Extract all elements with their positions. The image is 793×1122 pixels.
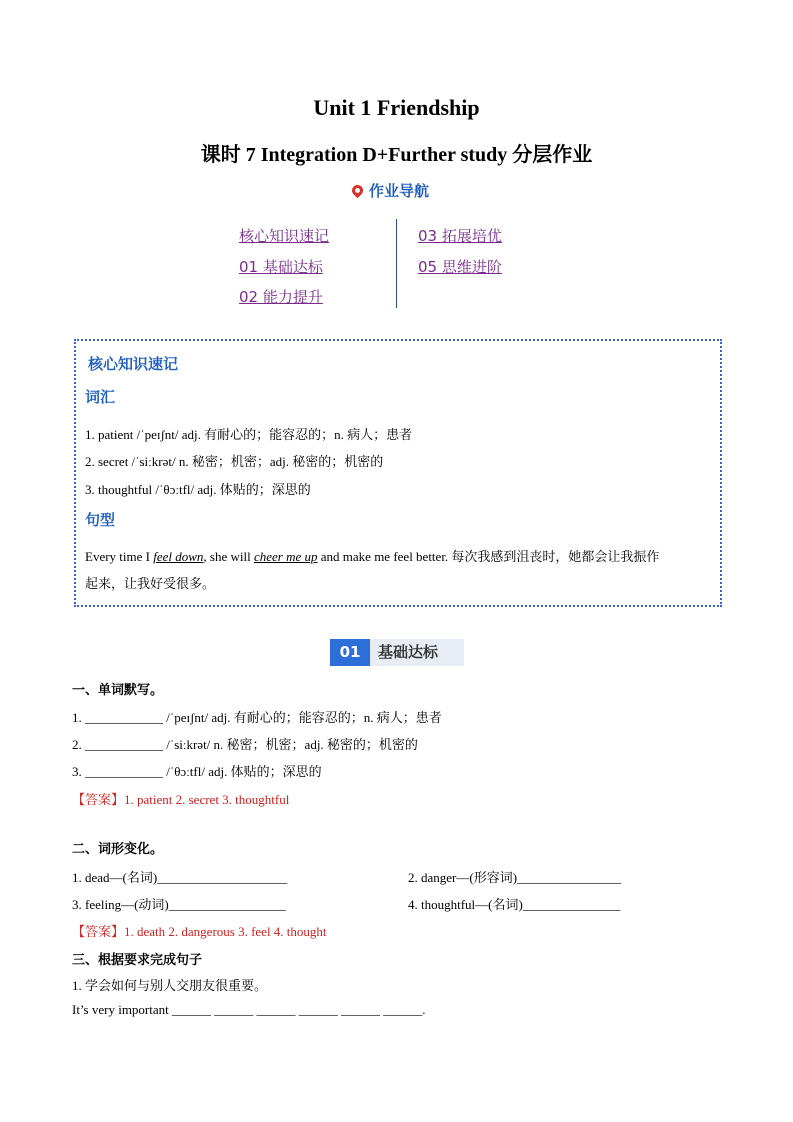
sentence-line-1 bbox=[85, 546, 715, 565]
section-01-badge bbox=[330, 639, 464, 666]
part1-item-1 bbox=[72, 707, 442, 726]
part3-question-1: 1. 学会如何与别人交朋友很重要。 bbox=[72, 978, 268, 993]
part1-item-3 bbox=[72, 761, 322, 780]
part2-heading: 二、词形变化。 bbox=[72, 842, 164, 857]
part3-question-1-english[interactable]: It’s very important ______ ______ ______ ______ ______ ______. bbox=[72, 1002, 426, 1017]
part2-item-2[interactable]: 2. danger—(形容词)________________ bbox=[408, 870, 622, 885]
sentence-phrase-feel-down: feel down bbox=[153, 549, 204, 564]
vocab-heading: 词汇 bbox=[85, 388, 116, 406]
nav-link-01[interactable]: 01 基础达标 bbox=[239, 258, 323, 276]
part1-answer: 【答案】1. patient 2. secret 3. thoughtful bbox=[72, 792, 290, 807]
vocab-item-2: 2. secret /ˈsiːkrət/ n. 秘密；机密；adj. 秘密的；机密的 bbox=[85, 454, 384, 469]
badge-label: 基础达标 bbox=[370, 639, 464, 666]
sentence-text-b: , she will bbox=[203, 549, 254, 564]
sentence-heading: 句型 bbox=[85, 511, 116, 529]
item-number: 3. bbox=[72, 764, 82, 779]
badge-number: 01 bbox=[330, 639, 370, 666]
answer-blank[interactable]: ____________ bbox=[85, 764, 163, 779]
part2-answer: 【答案】1. death 2. dangerous 3. feel 4. thought bbox=[72, 924, 327, 939]
part1-heading: 一、单词默写。 bbox=[72, 683, 164, 698]
nav-link-03[interactable]: 03 拓展培优 bbox=[418, 227, 502, 245]
nav-heading bbox=[352, 180, 429, 201]
item-number: 2. bbox=[72, 737, 82, 752]
sentence-text-c: and make me feel better. 每次我感到沮丧时，她都会让我振作 bbox=[317, 549, 660, 564]
nav-link-05[interactable]: 05 思维进阶 bbox=[418, 258, 502, 276]
answer-blank[interactable]: ____________ bbox=[85, 710, 163, 725]
part2-item-4[interactable]: 4. thoughtful—(名词)_______________ bbox=[408, 897, 621, 912]
vocab-item-3: 3. thoughtful /ˈθɔːtfl/ adj. 体贴的；深思的 bbox=[85, 482, 311, 497]
vocab-item-1: 1. patient /ˈpeɪʃnt/ adj. 有耐心的；能容忍的；n. 病人；患者 bbox=[85, 427, 413, 442]
sentence-phrase-cheer-me-up: cheer me up bbox=[253, 549, 318, 564]
core-heading: 核心知识速记 bbox=[88, 355, 179, 373]
nav-link-02[interactable]: 02 能力提升 bbox=[239, 288, 323, 306]
part2-item-1[interactable]: 1. dead—(名词)____________________ bbox=[72, 870, 288, 885]
page-title: Unit 1 Friendship bbox=[313, 95, 480, 120]
part2-item-3[interactable]: 3. feeling—(动词)__________________ bbox=[72, 897, 286, 912]
nav-heading-text: 作业导航 bbox=[369, 182, 430, 200]
location-pin-icon bbox=[350, 183, 366, 199]
part3-heading: 三、根据要求完成句子 bbox=[72, 953, 203, 968]
nav-link-core[interactable]: 核心知识速记 bbox=[239, 227, 330, 245]
sentence-text-a: Every time I bbox=[85, 549, 154, 564]
part1-item-2 bbox=[72, 734, 418, 753]
item-number: 1. bbox=[72, 710, 82, 725]
answer-blank[interactable]: ____________ bbox=[85, 737, 163, 752]
item-text: /ˈpeɪʃnt/ adj. 有耐心的；能容忍的；n. 病人；患者 bbox=[166, 710, 442, 725]
item-text: /ˈsiːkrət/ n. 秘密；机密；adj. 秘密的；机密的 bbox=[166, 737, 418, 752]
nav-divider bbox=[396, 219, 397, 308]
page-subtitle: 课时 7 Integration D+Further study 分层作业 bbox=[200, 144, 593, 166]
item-text: /ˈθɔːtfl/ adj. 体贴的；深思的 bbox=[166, 764, 322, 779]
sentence-line-2: 起来，让我好受很多。 bbox=[85, 576, 216, 591]
core-knowledge-box bbox=[74, 339, 722, 607]
